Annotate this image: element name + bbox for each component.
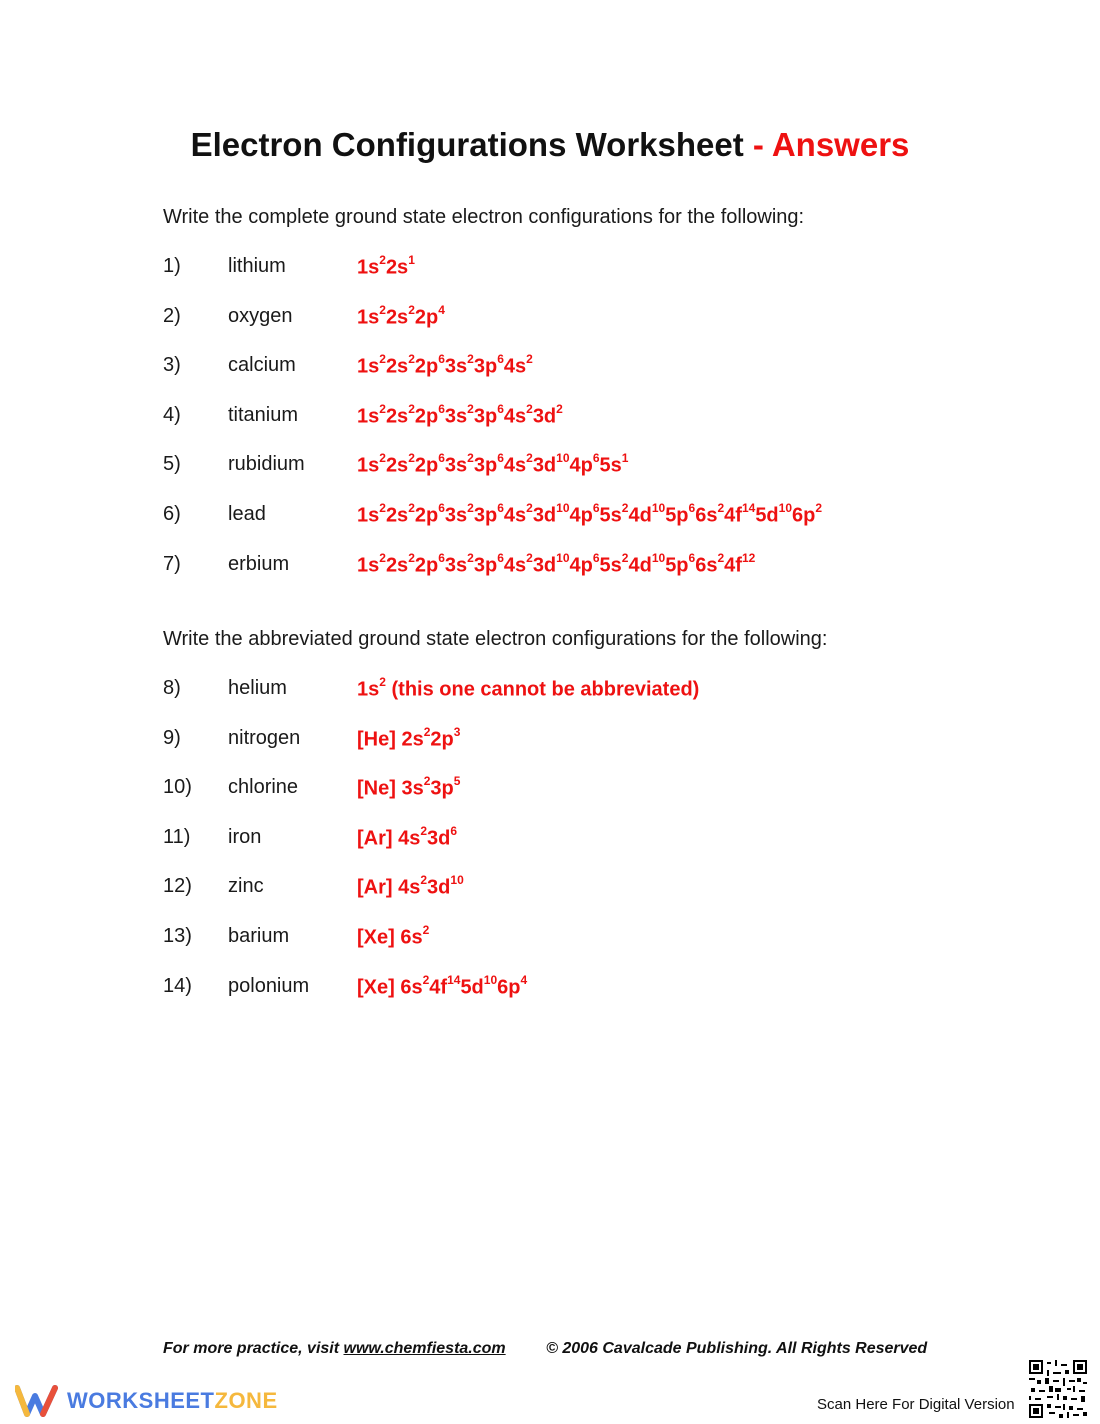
element-name: lead bbox=[228, 503, 266, 525]
qr-code-icon[interactable] bbox=[1029, 1360, 1087, 1418]
superscript: 6 bbox=[438, 401, 445, 416]
configuration-answer: [Ar] $4s^23d^{10}$ bbox=[357, 873, 464, 900]
question-number: 7) bbox=[163, 552, 181, 575]
element-name: polonium bbox=[228, 974, 310, 997]
superscript: 10 bbox=[556, 451, 570, 466]
question-number: 6) bbox=[163, 503, 181, 525]
superscript: 2 bbox=[526, 550, 533, 565]
superscript: 6 bbox=[592, 451, 600, 466]
configuration-answer: $1s^2$ (this one cannot be abbreviated) bbox=[357, 675, 700, 701]
element-name: zinc bbox=[228, 875, 264, 898]
superscript: 14 bbox=[447, 972, 461, 987]
superscript: 2 bbox=[408, 401, 415, 416]
superscript: 2 bbox=[717, 550, 725, 565]
superscript: 2 bbox=[420, 873, 428, 888]
question-number: 10) bbox=[163, 776, 192, 799]
superscript: 6 bbox=[438, 352, 445, 367]
question-number: 14) bbox=[163, 974, 192, 997]
superscript: 6 bbox=[497, 352, 504, 367]
configuration-answer: [Xe] $6s^2$ bbox=[357, 923, 430, 949]
superscript: 4 bbox=[520, 972, 528, 987]
superscript: 6 bbox=[438, 550, 445, 565]
superscript: 2 bbox=[423, 724, 431, 739]
superscript: 2 bbox=[467, 451, 474, 466]
superscript: 2 bbox=[526, 401, 533, 416]
configuration-answer: [Xe] $6s^24f^{14}5d^{10}6p^4$ bbox=[357, 972, 528, 999]
worksheetzone-logo-icon bbox=[15, 1384, 61, 1418]
section1-instruction: Write the complete ground state electron configurations for the following: bbox=[163, 206, 805, 228]
configuration-answer: $1s^22s^22p^63s^23p^64s^23d^{10}4p^65s^24d^{10}5p^66s^24f^{12}$ bbox=[357, 550, 756, 577]
title-main: Electron Configurations Worksheet bbox=[190, 126, 744, 163]
superscript: 2 bbox=[621, 501, 629, 515]
logo-word-zone: ZONE bbox=[214, 1388, 278, 1413]
worksheetzone-wordmark bbox=[67, 1388, 278, 1414]
superscript: 2 bbox=[408, 501, 415, 515]
superscript: 2 bbox=[408, 451, 415, 466]
question-number: 9) bbox=[163, 726, 181, 749]
superscript: 2 bbox=[526, 451, 533, 466]
superscript: 6 bbox=[497, 550, 504, 565]
superscript: 6 bbox=[497, 451, 504, 466]
superscript: 2 bbox=[379, 302, 386, 317]
superscript: 10 bbox=[651, 501, 666, 515]
superscript: 2 bbox=[467, 352, 474, 367]
superscript: 2 bbox=[815, 501, 823, 515]
superscript: 4 bbox=[438, 302, 445, 317]
scan-here-text: Scan Here For Digital Version bbox=[817, 1396, 1015, 1413]
title-answers-suffix: - Answers bbox=[752, 126, 910, 163]
superscript: 10 bbox=[556, 550, 570, 565]
configuration-answer: $1s^22s^22p^63s^23p^64s^2$ bbox=[357, 352, 533, 378]
element-name: erbium bbox=[228, 552, 290, 575]
superscript: 5 bbox=[453, 774, 461, 789]
superscript: 2 bbox=[422, 972, 430, 987]
superscript: 12 bbox=[741, 550, 756, 565]
question-number: 11) bbox=[163, 825, 191, 848]
question-number: 5) bbox=[163, 453, 181, 476]
footer-copyright: © 2006 Cavalcade Publishing. All Rights Reserved bbox=[546, 1340, 928, 1357]
element-name: iron bbox=[228, 825, 262, 848]
footer-credits bbox=[163, 1340, 927, 1358]
element-name: helium bbox=[228, 677, 287, 699]
element-name: calcium bbox=[228, 354, 296, 377]
question-number: 12) bbox=[163, 875, 192, 898]
configuration-answer: [He] $2s^22p^3$ bbox=[357, 724, 461, 751]
element-name: rubidium bbox=[228, 453, 305, 476]
superscript: 2 bbox=[717, 501, 725, 515]
superscript: 1 bbox=[621, 451, 629, 466]
question-number: 13) bbox=[163, 925, 192, 947]
superscript: 2 bbox=[379, 675, 386, 689]
element-name: lithium bbox=[228, 255, 286, 277]
superscript: 6 bbox=[688, 550, 696, 565]
footer-practice-text: For more practice, visit bbox=[163, 1340, 344, 1357]
question-number: 4) bbox=[163, 403, 181, 426]
worksheetzone-logo[interactable] bbox=[15, 1383, 278, 1419]
superscript: 6 bbox=[592, 501, 600, 515]
superscript: 2 bbox=[621, 550, 629, 565]
superscript: 2 bbox=[408, 352, 415, 367]
superscript: 2 bbox=[467, 401, 474, 416]
worksheet-title bbox=[0, 126, 1100, 164]
superscript: 2 bbox=[379, 451, 386, 466]
question-number: 2) bbox=[163, 304, 181, 327]
superscript: 2 bbox=[467, 550, 474, 565]
question-number: 1) bbox=[163, 255, 181, 277]
question-number: 8) bbox=[163, 677, 181, 699]
configuration-answer: $1s^22s^22p^63s^23p^64s^23d^{10}4p^65s^24d^{10}5p^66s^24f^{14}5d^{10}6p^2$ bbox=[357, 501, 823, 527]
superscript: 6 bbox=[438, 451, 445, 466]
logo-word-worksheet: WORKSHEET bbox=[67, 1388, 215, 1413]
superscript: 2 bbox=[408, 550, 415, 565]
superscript: 10 bbox=[778, 501, 793, 515]
configuration-answer: $1s^22s^22p^63s^23p^64s^23d^2$ bbox=[357, 401, 563, 428]
superscript: 2 bbox=[422, 923, 430, 937]
configuration-answer: $1s^22s^22p^4$ bbox=[357, 302, 445, 329]
superscript: 10 bbox=[556, 501, 570, 515]
element-name: titanium bbox=[228, 403, 299, 426]
superscript: 2 bbox=[379, 501, 386, 515]
superscript: 10 bbox=[651, 550, 666, 565]
superscript: 6 bbox=[450, 823, 458, 838]
superscript: 2 bbox=[526, 501, 533, 515]
element-name: barium bbox=[228, 925, 290, 947]
superscript: 2 bbox=[423, 774, 431, 789]
superscript: 2 bbox=[379, 550, 386, 565]
superscript: 2 bbox=[408, 302, 415, 317]
superscript: 1 bbox=[408, 253, 415, 267]
superscript: 14 bbox=[741, 501, 756, 515]
superscript: 6 bbox=[497, 501, 504, 515]
superscript: 3 bbox=[453, 724, 461, 739]
configuration-answer: [Ar] $4s^23d^6$ bbox=[357, 823, 458, 850]
section2-instruction: Write the abbreviated ground state electron configurations for the following: bbox=[163, 628, 828, 650]
configuration-answer: $1s^22s^1$ bbox=[357, 253, 415, 279]
element-name: chlorine bbox=[228, 776, 299, 799]
question-number: 3) bbox=[163, 354, 181, 377]
configuration-answer: [Ne] $3s^23p^5$ bbox=[357, 774, 461, 800]
superscript: 2 bbox=[379, 401, 386, 416]
element-name: nitrogen bbox=[228, 726, 301, 749]
superscript: 2 bbox=[556, 401, 563, 416]
element-name: oxygen bbox=[228, 304, 293, 327]
superscript: 2 bbox=[379, 352, 386, 367]
superscript: 6 bbox=[497, 401, 504, 416]
superscript: 2 bbox=[420, 823, 428, 838]
superscript: 2 bbox=[467, 501, 474, 515]
superscript: 6 bbox=[592, 550, 600, 565]
superscript: 6 bbox=[438, 501, 445, 515]
superscript: 6 bbox=[688, 501, 696, 515]
superscript: 2 bbox=[379, 253, 386, 267]
superscript: 10 bbox=[450, 873, 464, 888]
superscript: 2 bbox=[526, 352, 533, 367]
superscript: 10 bbox=[483, 972, 498, 987]
configuration-answer: $1s^22s^22p^63s^23p^64s^23d^{10}4p^65s^1$ bbox=[357, 451, 629, 478]
chemfiesta-link[interactable]: www.chemfiesta.com bbox=[343, 1340, 506, 1357]
